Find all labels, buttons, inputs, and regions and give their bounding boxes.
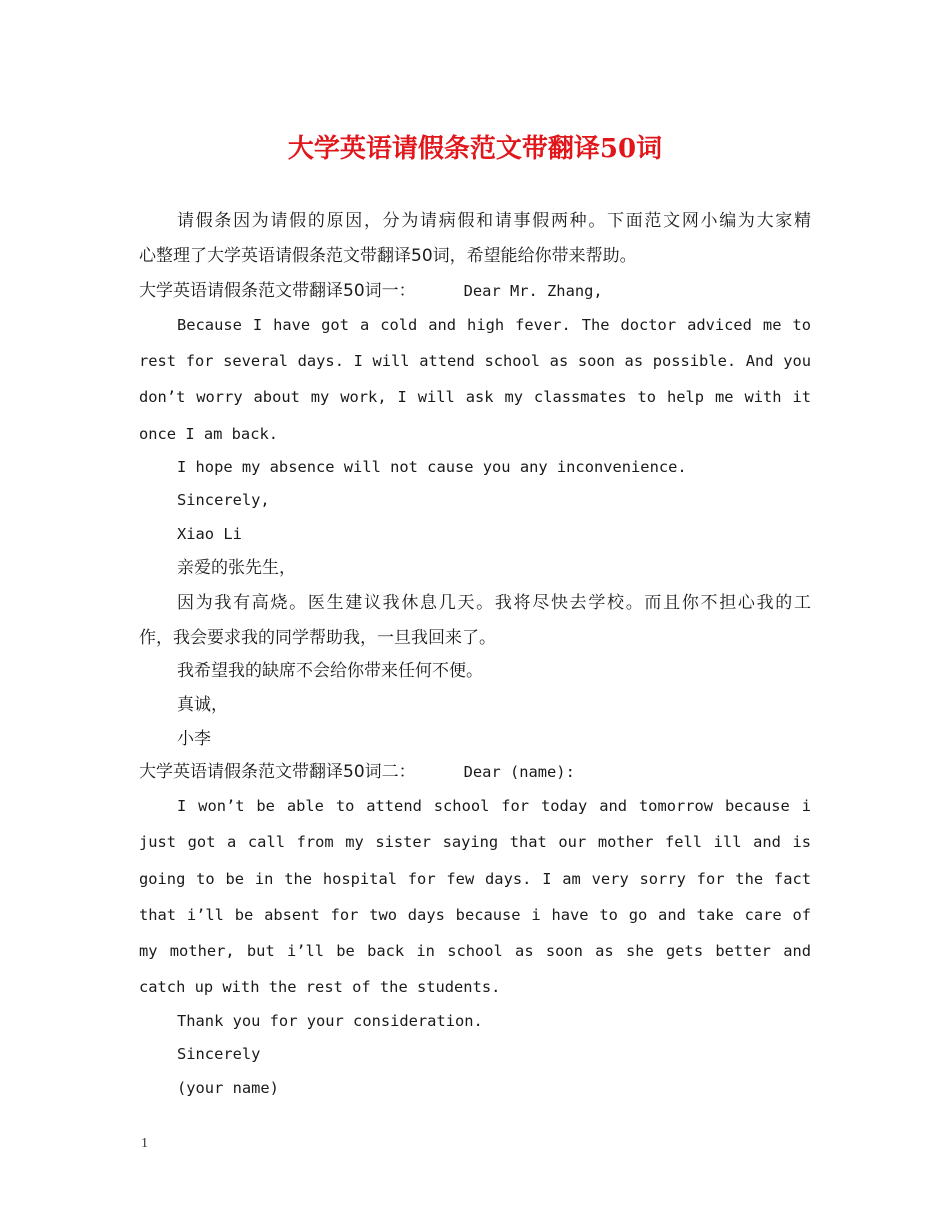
sample1-heading: 大学英语请假条范文带翻译50词一： bbox=[139, 281, 416, 301]
sample1-body-line-2: rest for several days. I will attend school as soon as possible. And you bbox=[139, 352, 811, 370]
sample2-closing: Sincerely bbox=[177, 1045, 261, 1063]
sample2-thanks: Thank you for your consideration. bbox=[177, 1012, 483, 1030]
sample1-heading-row bbox=[139, 281, 603, 301]
sample2-body-line-4: that i’ll be absent for two days because i have to go and take care of bbox=[139, 906, 811, 924]
sample2-body-line-2: just got a call from my sister saying that our mother fell ill and is bbox=[139, 833, 811, 851]
page-title: 大学英语请假条范文带翻译50词 bbox=[287, 134, 663, 164]
page-number: 1 bbox=[141, 1136, 148, 1151]
intro-line-2: 心整理了大学英语请假条范文带翻译50词，希望能给你带来帮助。 bbox=[139, 246, 637, 266]
sample2-heading-row bbox=[139, 762, 575, 782]
sample2-body-line-6: catch up with the rest of the students. bbox=[139, 978, 501, 996]
sample1-cn-signature: 小李 bbox=[177, 729, 211, 749]
sample2-body-line-1: I won’t be able to attend school for today and tomorrow because i bbox=[177, 797, 811, 815]
sample1-cn-hope: 我希望我的缺席不会给你带来任何不便。 bbox=[177, 661, 483, 681]
sample2-greeting: Dear (name): bbox=[463, 763, 575, 781]
sample1-cn-closing: 真诚， bbox=[177, 695, 228, 715]
sample2-heading: 大学英语请假条范文带翻译50词二： bbox=[139, 762, 416, 782]
sample1-body-line-1: Because I have got a cold and high fever. The doctor adviced me to bbox=[177, 316, 811, 334]
sample2-body-line-3: going to be in the hospital for few days. I am very sorry for the fact bbox=[139, 870, 811, 888]
sample1-cn-body-line-1: 因为我有高烧。医生建议我休息几天。我将尽快去学校。而且你不担心我的工 bbox=[177, 593, 811, 613]
intro-line-1: 请假条因为请假的原因，分为请病假和请事假两种。下面范文网小编为大家精 bbox=[177, 211, 811, 231]
sample1-hope: I hope my absence will not cause you any inconvenience. bbox=[177, 458, 687, 476]
sample1-closing: Sincerely, bbox=[177, 491, 270, 509]
sample1-cn-greeting: 亲爱的张先生， bbox=[177, 558, 296, 578]
sample1-body-line-3: don’t worry about my work, I will ask my classmates to help me with it bbox=[139, 388, 811, 406]
sample1-greeting: Dear Mr. Zhang, bbox=[463, 282, 603, 300]
sample2-signature: (your name) bbox=[177, 1079, 279, 1097]
sample1-signature: Xiao Li bbox=[177, 525, 242, 543]
sample2-body-line-5: my mother, but i’ll be back in school as soon as she gets better and bbox=[139, 942, 811, 960]
sample1-body-line-4: once I am back. bbox=[139, 425, 278, 443]
sample1-cn-body-line-2: 作，我会要求我的同学帮助我，一旦我回来了。 bbox=[139, 628, 496, 648]
